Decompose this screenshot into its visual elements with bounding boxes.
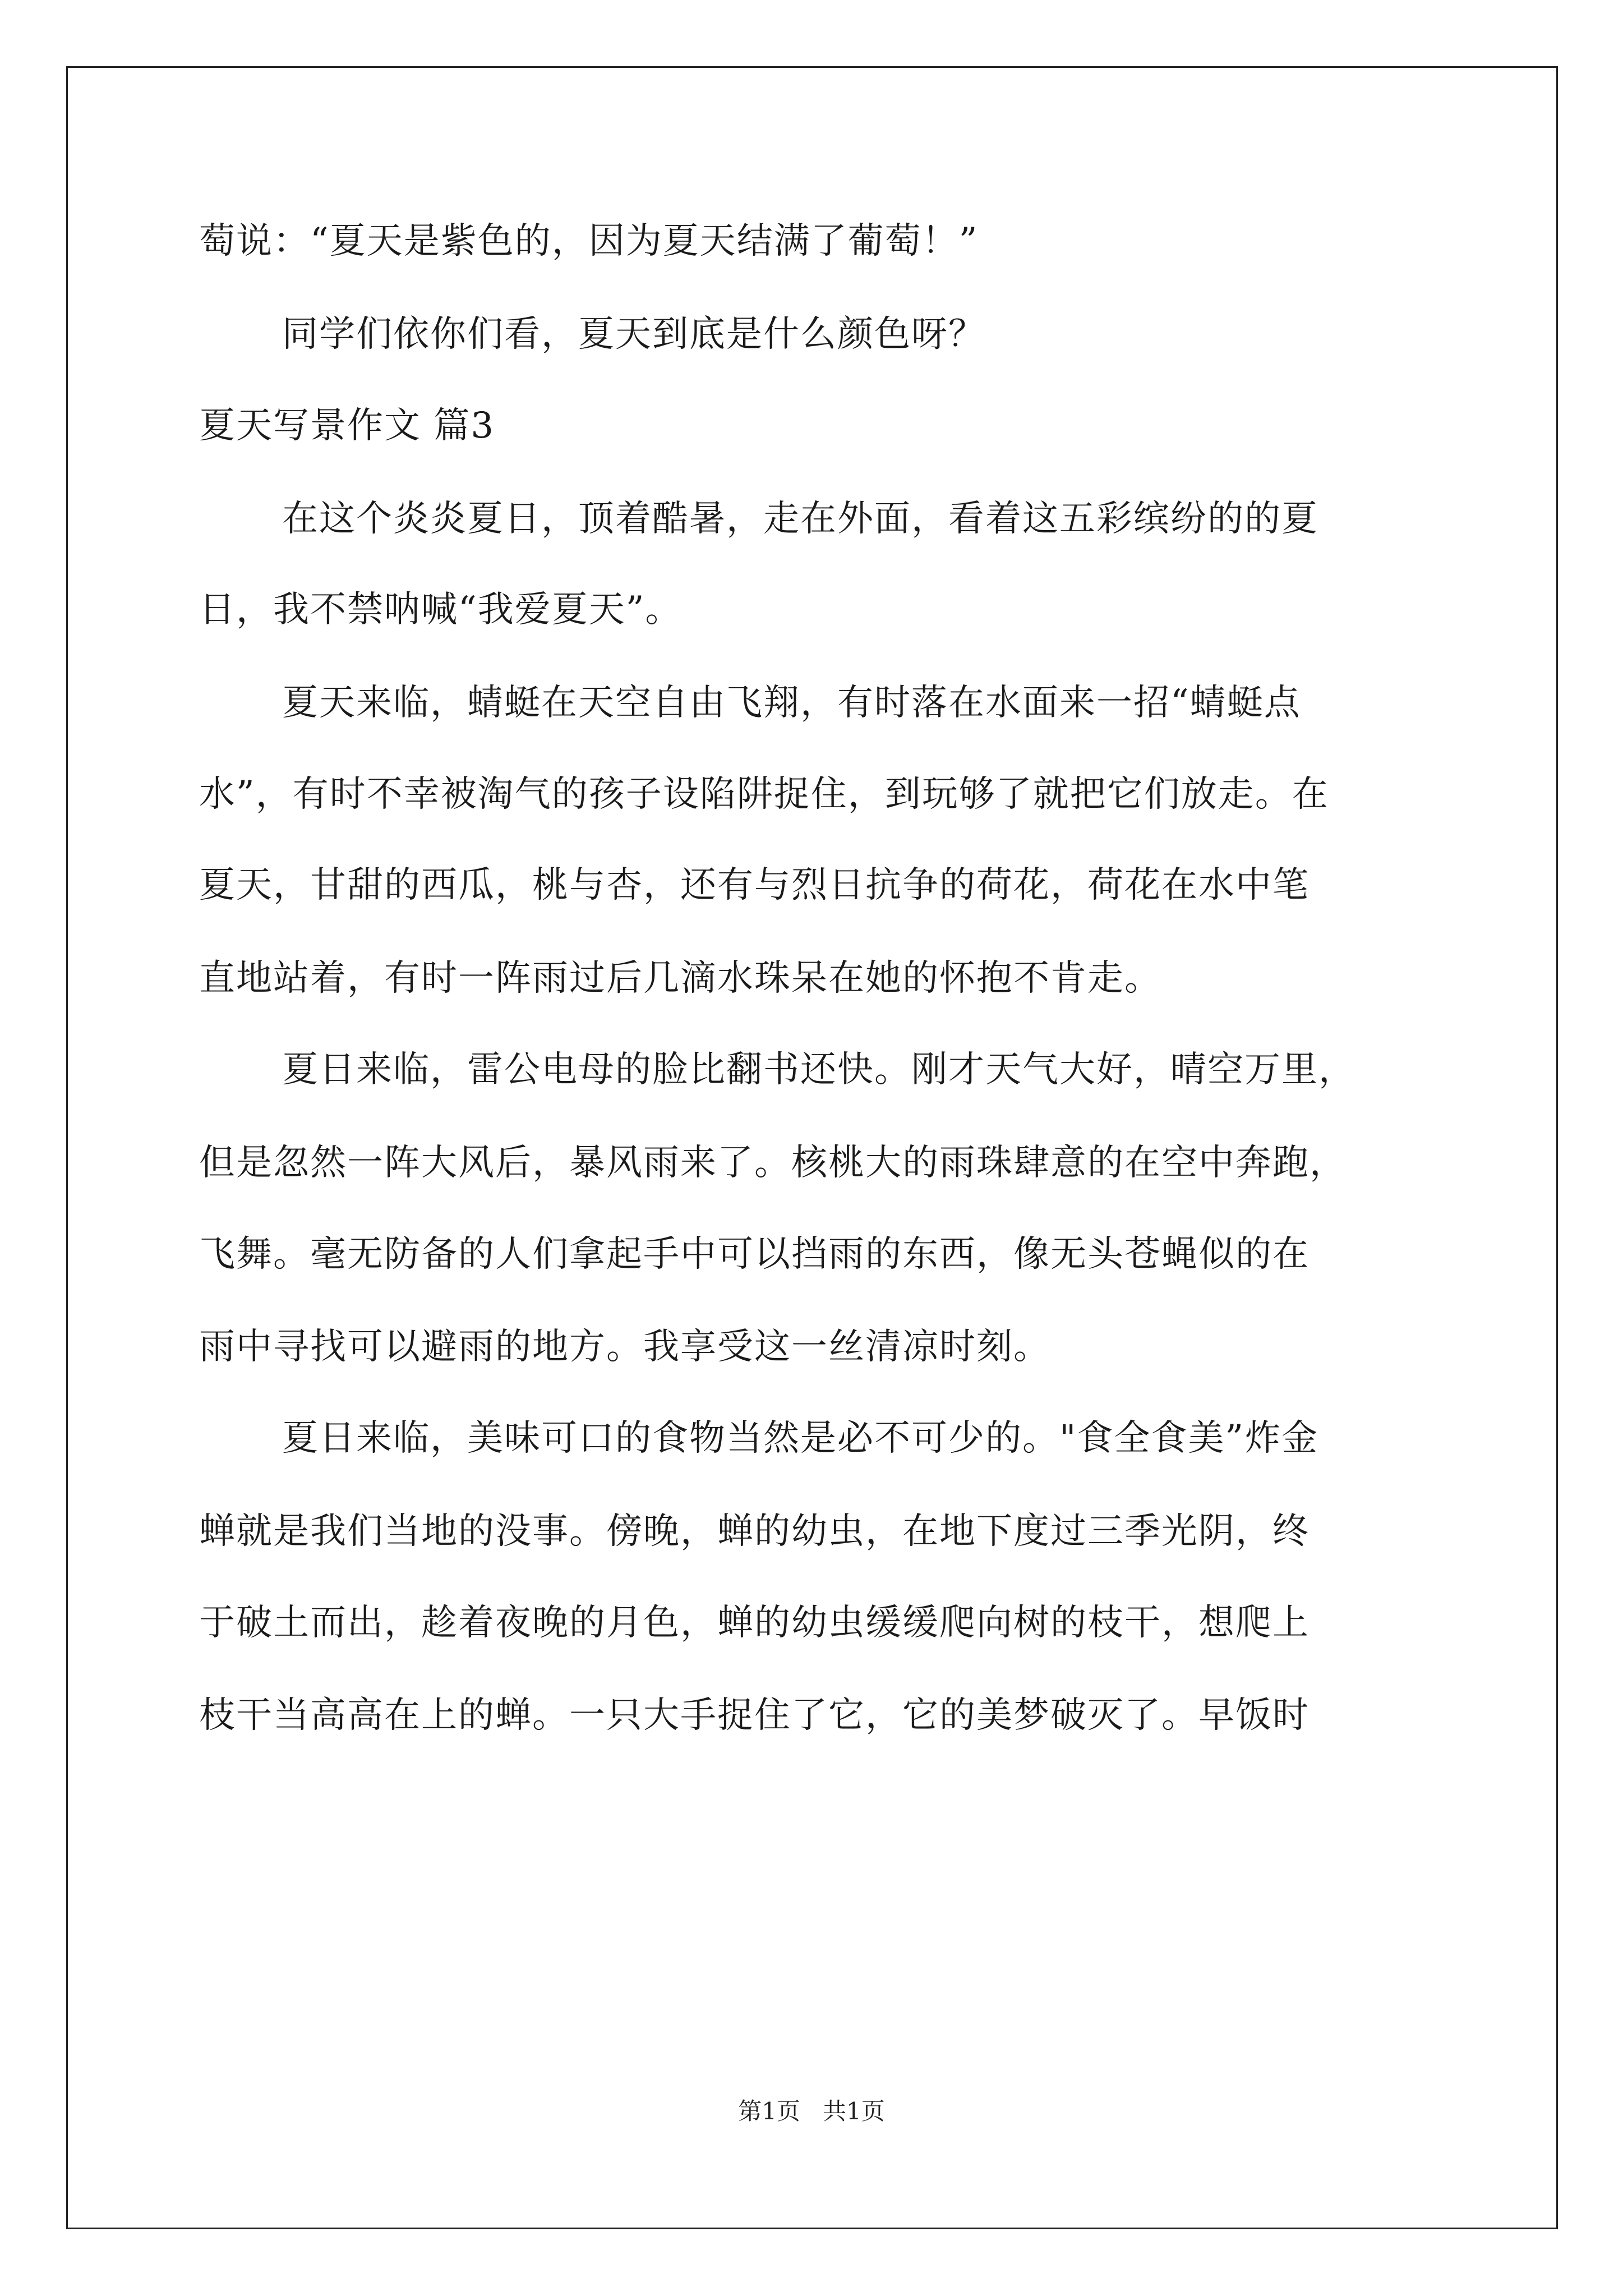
text-line: 夏天，甘甜的西瓜，桃与杏，还有与烈日抗争的荷花，荷花在水中笔 [199, 864, 1310, 906]
text-line: 但是忽然一阵大风后，暴风雨来了。核桃大的雨珠肆意的在空中奔跑， [199, 1142, 1347, 1184]
text-line: 于破土而出，趁着夜晚的月色，蝉的幼虫缓缓爬向树的枝干，想爬上 [199, 1602, 1310, 1644]
text-line: 在这个炎炎夏日，顶着酷暑，走在外面，看着这五彩缤纷的的夏 [282, 498, 1318, 540]
text-line: 日，我不禁呐喊“我爱夏天”。 [199, 589, 683, 631]
text-line: 枝干当高高在上的蝉。一只大手捉住了它，它的美梦破灭了。早饭时 [199, 1695, 1310, 1736]
text-line: 萄说：“夏天是紫色的，因为夏天结满了葡萄！” [199, 220, 979, 262]
text-line: 雨中寻找可以避雨的地方。我享受这一丝清凉时刻。 [199, 1326, 1050, 1368]
text-line: 直地站着，有时一阵雨过后几滴水珠呆在她的怀抱不肯走。 [199, 958, 1161, 999]
text-line: 蝉就是我们当地的没事。傍晚，蝉的幼虫，在地下度过三季光阴，终 [199, 1511, 1310, 1552]
text-line: 水”，有时不幸被淘气的孩子设陷阱捉住，到玩够了就把它们放走。在 [199, 774, 1329, 815]
text-line: 夏日来临，雷公电母的脸比翻书还快。刚才天气大好，晴空万里， [282, 1049, 1355, 1091]
page-number: 第1页 [738, 2097, 800, 2125]
section-heading: 夏天写景作文 篇3 [199, 405, 495, 447]
text-line: 夏日来临，美味可口的食物当然是必不可少的。"食全食美”炸金 [282, 1418, 1319, 1459]
text-line: 同学们依你们看，夏天到底是什么颜色呀？ [282, 314, 985, 355]
text-line: 夏天来临，蜻蜓在天空自由飞翔，有时落在水面来一招“蜻蜓点 [282, 682, 1301, 724]
text-line: 飞舞。毫无防备的人们拿起手中可以挡雨的东西，像无头苍蝇似的在 [199, 1234, 1310, 1275]
page-footer [0, 2097, 1623, 2125]
page-total: 共1页 [823, 2097, 885, 2125]
